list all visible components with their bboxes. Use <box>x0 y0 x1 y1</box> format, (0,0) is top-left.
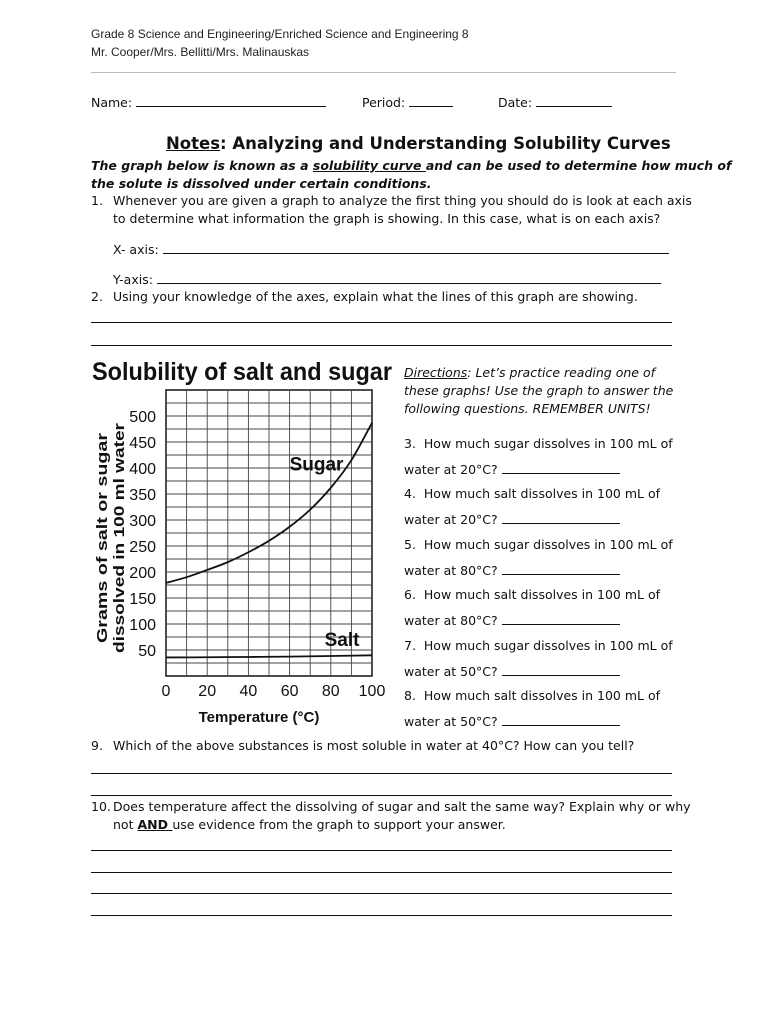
name-label: Name: <box>91 95 133 110</box>
question-1-text: Whenever you are given a graph to analyze the first thing you should do is look at each axis <box>113 193 692 208</box>
practice-question-line-2 <box>404 511 620 527</box>
question-9-number: 9. <box>91 738 103 753</box>
y-tick-label: 300 <box>129 513 156 530</box>
x-tick-label: 20 <box>198 683 217 700</box>
answer-blank[interactable] <box>502 713 620 726</box>
directions-line-2: these graphs! Use the graph to answer the <box>404 383 674 398</box>
header-divider <box>91 72 676 73</box>
answer-blank[interactable] <box>502 562 620 575</box>
x-tick-label: 80 <box>321 683 340 700</box>
intro-line-1 <box>91 158 731 173</box>
y-tick-label: 350 <box>129 487 156 504</box>
practice-question-number: 6. <box>404 587 416 603</box>
practice-question-line-1 <box>404 688 660 703</box>
question-1-number: 1. <box>91 193 103 208</box>
directions-text-1: : Let’s practice reading one of <box>467 365 655 380</box>
question-1-line-1 <box>91 193 692 208</box>
practice-question-number: 8. <box>404 688 416 703</box>
y-tick-label: 500 <box>129 409 156 426</box>
question-10-text: Does temperature affect the dissolving of sugar and salt the same way? Explain why or why <box>113 799 691 814</box>
course-title: Grade 8 Science and Engineering/Enriched Science and Engineering 8 <box>91 27 469 41</box>
answer-line[interactable] <box>91 850 672 851</box>
practice-question-text: How much salt dissolves in 100 mL of <box>423 688 661 703</box>
y-axis-title-line-1: Grams of salt or sugar <box>94 482 111 643</box>
date-blank[interactable] <box>536 94 612 107</box>
practice-question-text: How much salt dissolves in 100 mL of <box>423 587 661 603</box>
title-notes: Notes <box>166 134 221 153</box>
practice-question-line-2 <box>404 562 620 578</box>
practice-question-number: 4. <box>404 486 416 502</box>
intro-part1: The graph below is known as a <box>91 158 313 173</box>
question-10-emphasis: AND <box>137 817 173 832</box>
practice-question-line-1 <box>404 436 673 451</box>
intro-line-2: the solute is dissolved under certain conditions. <box>91 176 432 191</box>
question-10-text-pre: not <box>113 817 138 832</box>
answer-blank[interactable] <box>502 612 620 625</box>
practice-question-text: How much sugar dissolves in 100 mL of <box>423 436 673 451</box>
date-field <box>498 94 612 110</box>
question-10-line-2 <box>113 817 506 832</box>
name-blank[interactable] <box>136 94 326 107</box>
practice-question-text: How much salt dissolves in 100 mL of <box>423 486 661 502</box>
y-axis-title <box>94 423 128 653</box>
practice-question-text: How much sugar dissolves in 100 mL of <box>423 637 673 653</box>
x-axis-title: Temperature (°C) <box>198 709 320 726</box>
practice-question-prompt: water at 20°C? <box>404 512 498 528</box>
practice-question-line-2 <box>404 612 620 628</box>
practice-question-prompt: water at 50°C? <box>404 663 498 679</box>
y-axis-field <box>113 271 661 287</box>
practice-question-line-2 <box>404 461 620 477</box>
practice-question-prompt: water at 80°C? <box>404 562 498 578</box>
period-label: Period: <box>362 95 406 110</box>
solubility-chart <box>88 350 398 730</box>
intro-term: solubility curve <box>312 158 426 173</box>
practice-question-number: 5. <box>404 536 416 552</box>
answer-line[interactable] <box>91 915 672 916</box>
chart-title: Solubility of salt and sugar <box>92 358 393 386</box>
directions-label: Directions <box>404 365 468 380</box>
directions-line-1 <box>404 364 655 382</box>
question-10-line-1 <box>91 799 691 814</box>
practice-question-line-1 <box>404 486 660 501</box>
x-tick-label: 60 <box>280 683 299 700</box>
practice-question-line-1 <box>404 638 673 653</box>
intro-part2: and can be used to determine how much of <box>425 158 732 173</box>
y-tick-label: 200 <box>129 565 156 582</box>
y-tick-labels <box>129 409 156 660</box>
period-blank[interactable] <box>409 94 453 107</box>
period-field <box>362 94 453 110</box>
answer-line[interactable] <box>91 795 672 796</box>
practice-question-prompt: water at 80°C? <box>404 613 498 629</box>
question-9-text: Which of the above substances is most soluble in water at 40°C? How can you tell? <box>113 738 635 753</box>
practice-question-number: 3. <box>404 436 416 451</box>
x-tick-label: 40 <box>239 683 258 700</box>
question-2 <box>91 289 638 304</box>
y-tick-label: 400 <box>129 461 156 478</box>
y-axis-blank[interactable] <box>157 271 661 284</box>
answer-line[interactable] <box>91 345 672 346</box>
name-field <box>91 94 326 110</box>
x-axis-label: X- axis: <box>113 242 159 257</box>
teacher-names: Mr. Cooper/Mrs. Bellitti/Mrs. Malinauskas <box>91 45 310 59</box>
title-rest: : Analyzing and Understanding Solubility Curves <box>220 134 671 153</box>
question-10-text-post: use evidence from the graph to support your answer. <box>172 817 506 832</box>
practice-question-number: 7. <box>404 637 416 653</box>
practice-question-text: How much sugar dissolves in 100 mL of <box>423 536 673 552</box>
practice-question-line-1 <box>404 537 673 552</box>
practice-question-line-1 <box>404 587 660 602</box>
question-2-number: 2. <box>91 289 103 304</box>
y-tick-label: 150 <box>129 591 156 608</box>
sugar-series-label: Sugar <box>289 454 344 476</box>
answer-blank[interactable] <box>502 461 620 474</box>
x-axis-blank[interactable] <box>163 241 669 254</box>
salt-series-label: Salt <box>324 629 360 651</box>
y-tick-label: 450 <box>129 435 156 452</box>
y-tick-label: 100 <box>129 617 156 634</box>
x-tick-label: 0 <box>161 683 171 700</box>
x-axis-field <box>113 241 669 257</box>
y-tick-label: 250 <box>129 539 156 556</box>
answer-line[interactable] <box>91 773 672 774</box>
y-axis-label: Y-axis: <box>113 272 153 287</box>
answer-line[interactable] <box>91 872 672 873</box>
answer-line[interactable] <box>91 322 672 323</box>
y-tick-label: 50 <box>138 643 156 660</box>
question-9 <box>91 738 634 753</box>
question-2-text: Using your knowledge of the axes, explain what the lines of this graph are showing. <box>113 289 638 304</box>
answer-blank[interactable] <box>502 511 620 524</box>
y-axis-title-line-2: dissolved in 100 ml water <box>111 472 128 653</box>
x-tick-label: 100 <box>358 683 386 700</box>
page-title <box>166 134 671 153</box>
practice-question-line-2 <box>404 713 620 729</box>
practice-question-prompt: water at 50°C? <box>404 714 498 729</box>
directions-line-3: following questions. REMEMBER UNITS! <box>404 401 651 416</box>
practice-question-line-2 <box>404 663 620 679</box>
x-tick-labels <box>162 683 386 700</box>
date-label: Date: <box>498 95 533 110</box>
question-1-line-2: to determine what information the graph is showing. In this case, what is on each axis? <box>113 211 661 226</box>
question-10-number: 10. <box>91 799 111 814</box>
answer-line[interactable] <box>91 893 672 894</box>
answer-blank[interactable] <box>502 663 620 676</box>
practice-question-prompt: water at 20°C? <box>404 462 498 477</box>
